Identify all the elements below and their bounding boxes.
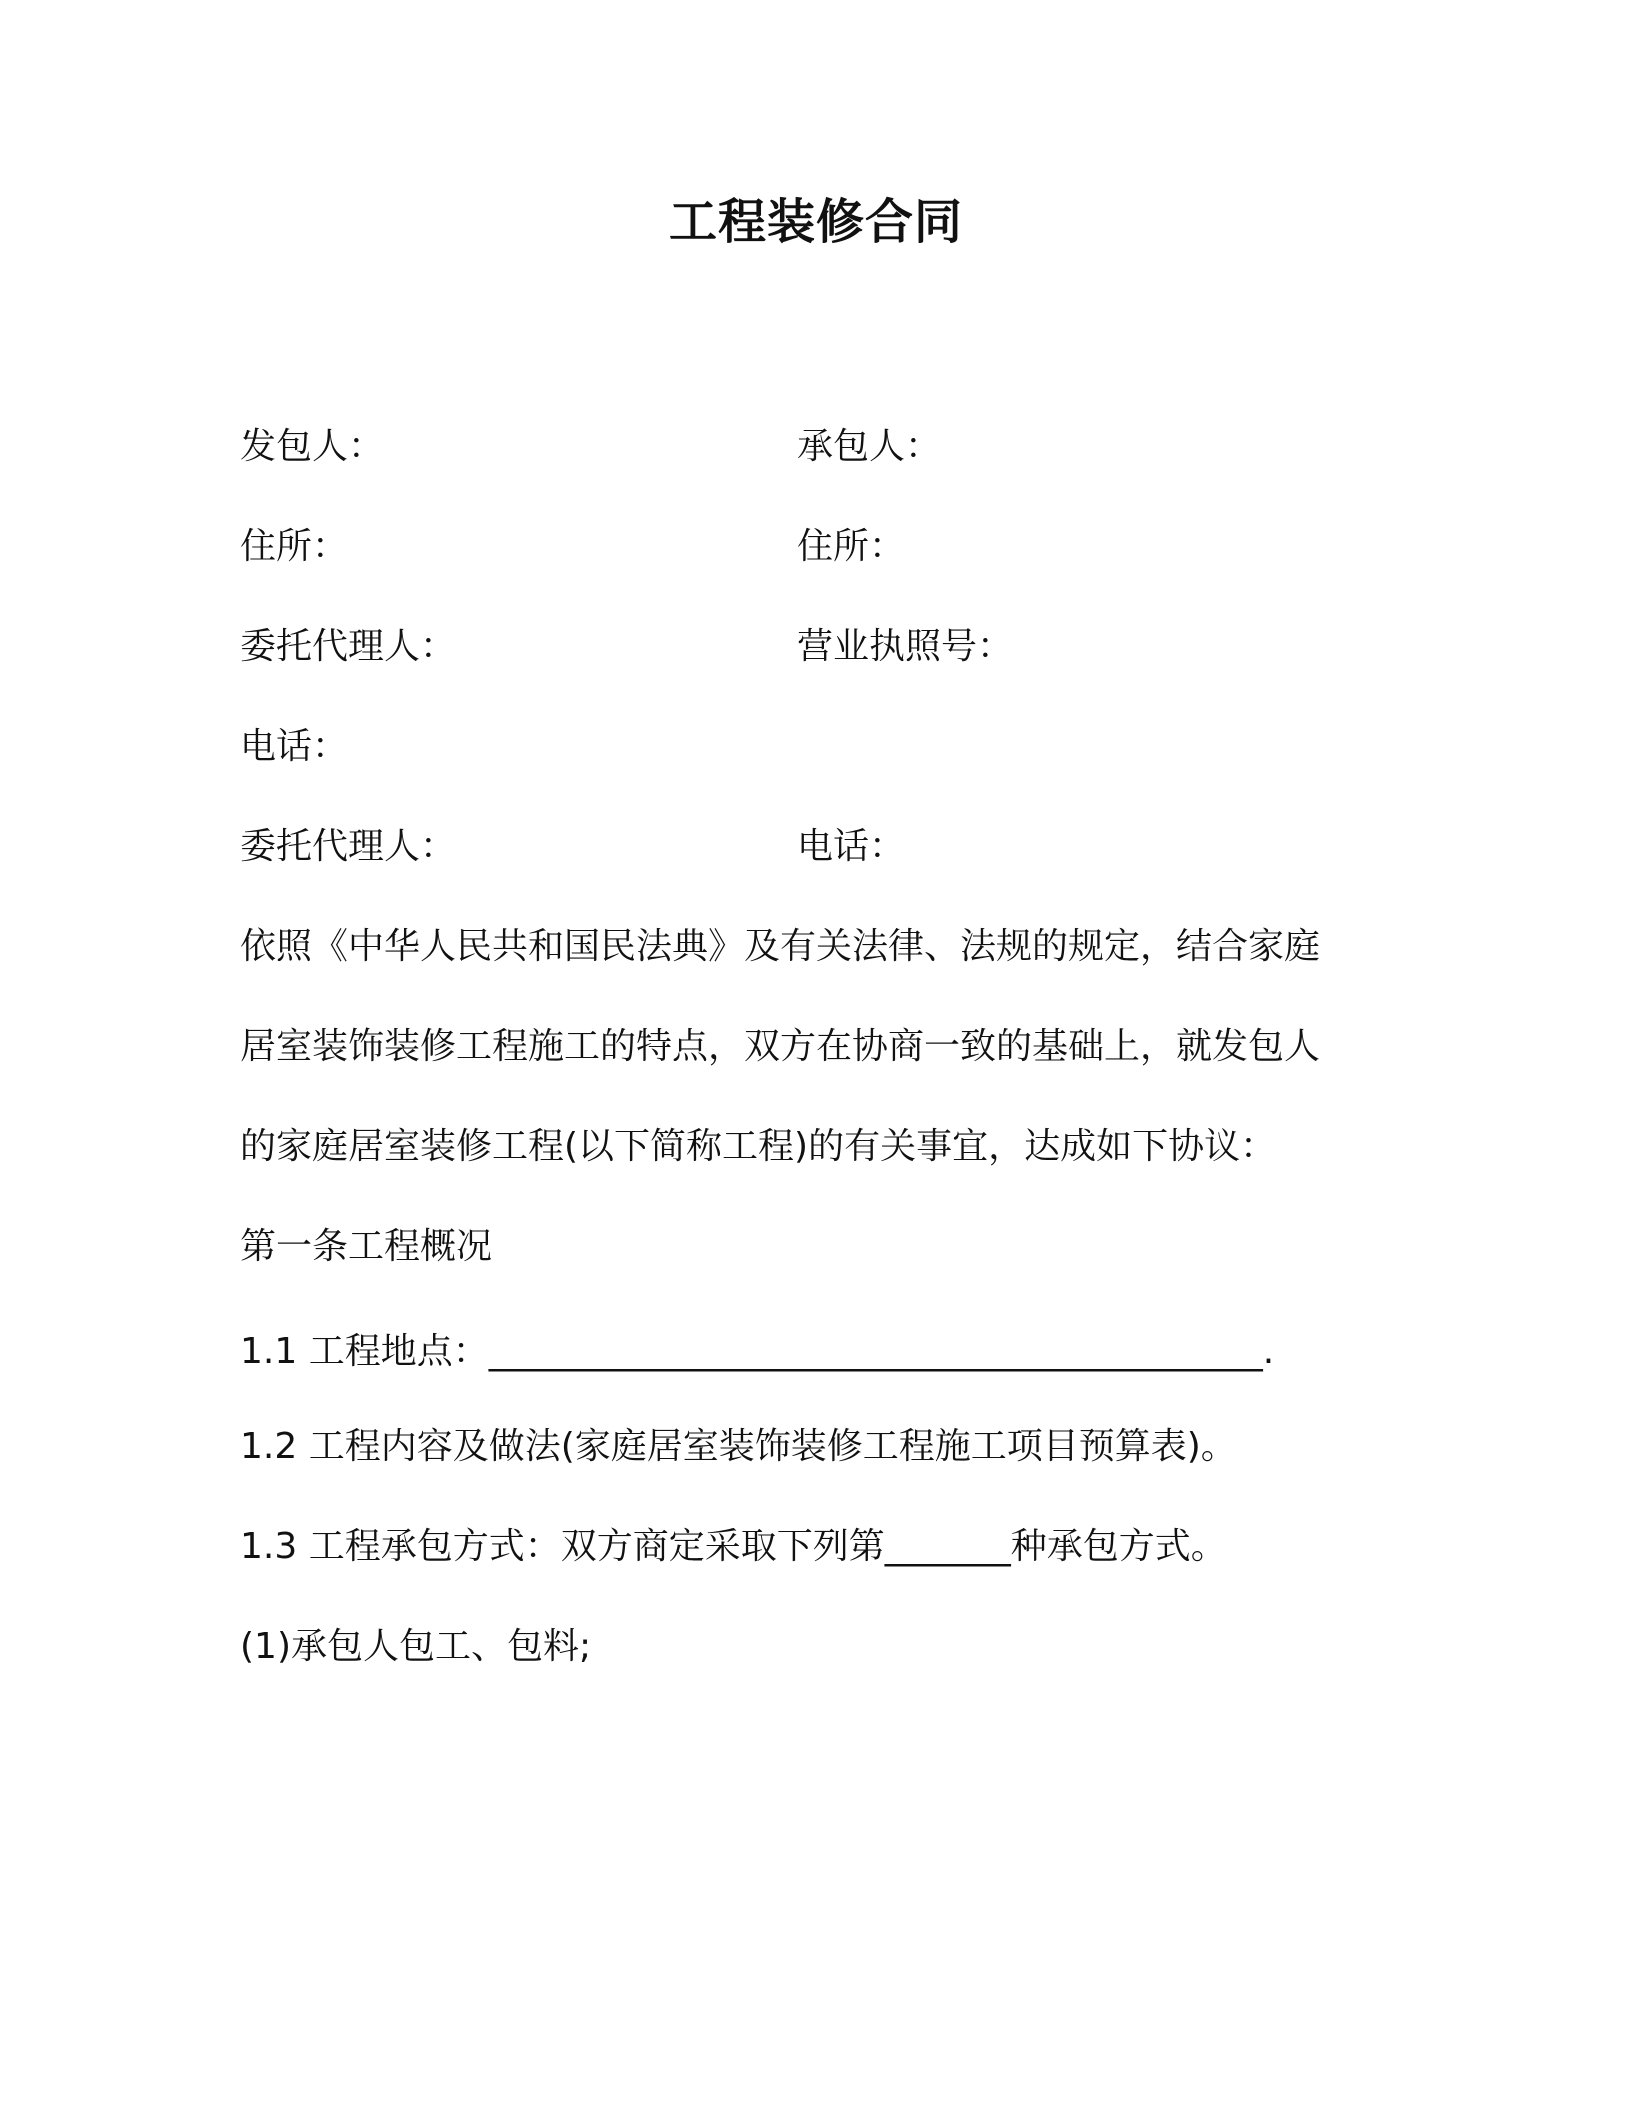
- document-title: 工程装修合同: [668, 194, 963, 250]
- item-1-2-project-content: 1.2 工程内容及做法(家庭居室装饰装修工程施工项目预算表)。: [240, 1426, 1237, 1467]
- client-phone-label: 电话：: [240, 726, 349, 767]
- article-1-heading: 第一条工程概况: [240, 1226, 493, 1267]
- item-1-1-project-location: 1.1 工程地点：___________________________________________.: [240, 1331, 1275, 1372]
- item-1-3-contract-method: 1.3 工程承包方式：双方商定采取下列第_______种承包方式。: [240, 1526, 1227, 1567]
- intro-line-3: 的家庭居室装修工程(以下简称工程)的有关事宜，达成如下协议：: [240, 1126, 1277, 1167]
- contractor-agent-label: 委托代理人：: [240, 826, 457, 867]
- client-address-label: 住所：: [240, 526, 349, 567]
- intro-line-1: 依照《中华人民共和国民法典》及有关法律、法规的规定，结合家庭: [240, 926, 1321, 967]
- business-license-label: 营业执照号：: [797, 626, 1014, 667]
- client-agent-label: 委托代理人：: [240, 626, 457, 667]
- contractor-label: 承包人：: [797, 426, 942, 467]
- client-label: 发包人：: [240, 426, 385, 467]
- contractor-phone-label: 电话：: [797, 826, 906, 867]
- contractor-address-label: 住所：: [797, 526, 906, 567]
- intro-line-2: 居室装饰装修工程施工的特点，双方在协商一致的基础上，就发包人: [240, 1026, 1321, 1067]
- option-1-labor-and-materials: (1)承包人包工、包料;: [240, 1626, 592, 1667]
